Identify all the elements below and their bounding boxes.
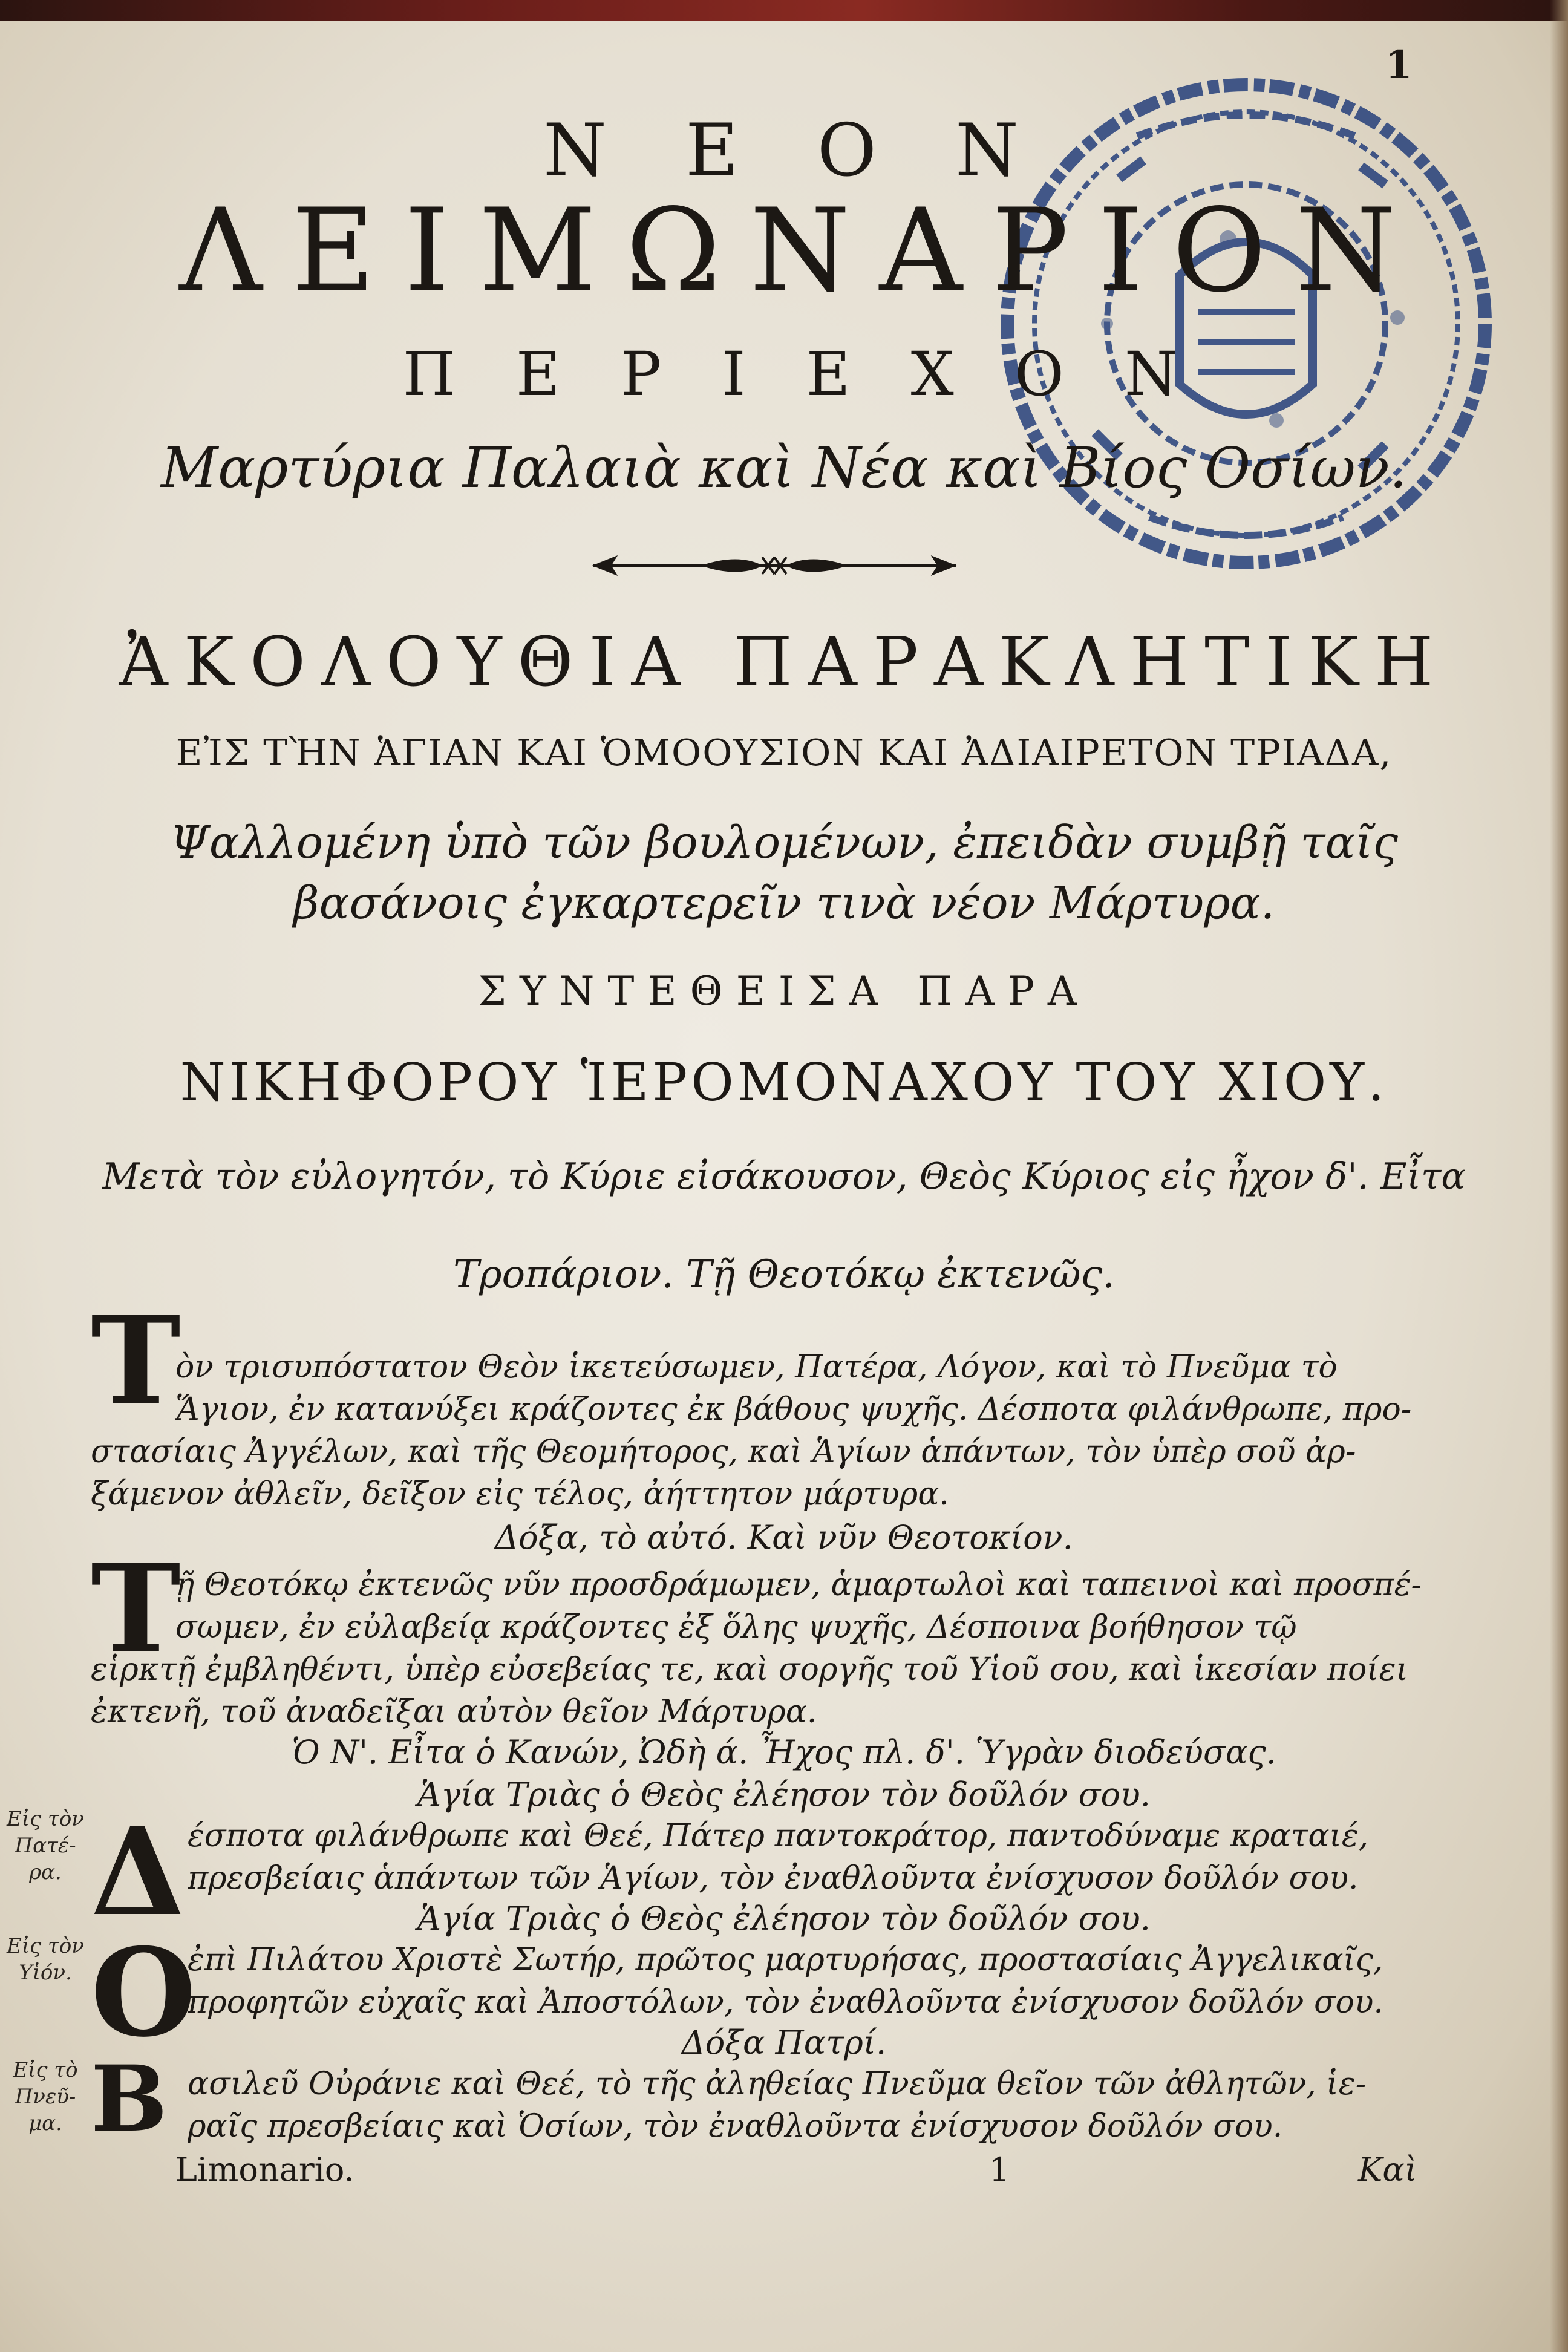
p4-line-2: προφητῶν εὐχαῖς καὶ Ἀποστόλων, τὸν ἐναθλοῦντα ἐνίσχυσον δοῦλόν σου. [188, 1984, 1383, 2020]
refrain-1: Ἁγία Τριὰς ὁ Θεὸς ἐλέησον τὸν δοῦλόν σου. [417, 1775, 1151, 1814]
composed-by: ΣΥΝΤΕΘΕΙΣΑ ΠΑΡΑ [478, 968, 1090, 1014]
margin-note-line: Υἱόν. [19, 1961, 72, 1985]
p3-line-2: πρεσβείαις ἁπάντων τῶν Ἁγίων, τὸν ἐναθλοῦντα ἐνίσχυσον δοῦλόν σου. [188, 1860, 1359, 1896]
p1-line-2: Ἅγιον, ἐν κατανύξει κράζοντες ἐκ βάθους ψυχῆς. Δέσποτα φιλάνθρωπε, προ- [175, 1391, 1412, 1428]
ode-line: Ὁ Ν'. Εἶτα ὁ Κανών, Ὠδὴ ά. Ἦχος πλ. δ'. Ὑγρὰν διοδεύσας. [292, 1733, 1276, 1771]
dropcap-p5: Β [91, 2046, 168, 2152]
margin-note-line: Εἰς τὸν [7, 1934, 84, 1958]
heading-akolouthia: ἈΚΟΛΟΥΘΙΑ ΠΑΡΑΚΛΗΤΙΚΗ [119, 623, 1449, 702]
dropcap-p2: Τ [91, 1538, 181, 1680]
p2-line-1: ῇ Θεοτόκῳ ἐκτενῶς νῦν προσδράμωμεν, ἁμαρτωλοὶ καὶ ταπεινοὶ καὶ προσπέ- [175, 1567, 1422, 1603]
p1-line-3: στασίαις Ἀγγέλων, καὶ τῆς Θεομήτορος, καὶ Ἁγίων ἁπάντων, τὸν ὑπὲρ σοῦ ἀρ- [91, 1434, 1356, 1470]
rubric-line-1: Ψαλλομένη ὑπὸ τῶν βουλομένων, ἐπειδὰν συμβῇ ταῖς [170, 817, 1398, 869]
doxa-line-2: Δόξα Πατρί. [681, 2024, 887, 2062]
rubric-meta: Μετὰ τὸν εὐλογητόν, τὸ Κύριε εἰσάκουσον, Θεὸς Κύριος εἰς ἦχον δ'. Εἶτα [102, 1155, 1466, 1198]
dropcap-p3: Δ [91, 1801, 185, 1943]
p5-line-1: ασιλεῦ Οὐράνιε καὶ Θεέ, τὸ τῆς ἀληθείας Πνεῦμα θεῖον τῶν ἀθλητῶν, ἱε- [188, 2066, 1367, 2102]
p2-line-4: ἐκτενῆ, τοῦ ἀναδεῖξαι αὐτὸν θεῖον Μάρτυρα. [91, 1694, 817, 1730]
p1-line-1: ὸν τρισυπόστατον Θεὸν ἱκετεύσωμεν, Πατέρα, Λόγον, καὶ τὸ Πνεῦμα τὸ [175, 1349, 1338, 1385]
margin-note-line: Εἰς τὸ [13, 2058, 78, 2082]
author-name: ΝΙΚΗΦΟΡΟΥ ἹΕΡΟΜΟΝΑΧΟΥ ΤΟΥ ΧΙΟΥ. [180, 1053, 1388, 1113]
margin-note-p4 [0, 1933, 91, 1986]
title-neon: ΝΕΟΝ [543, 109, 1097, 193]
signature-mark: Limonario. [175, 2151, 354, 2189]
cover-edge [0, 0, 1568, 21]
p2-line-3: εἱρκτῇ ἐμβληθέντι, ὑπὲρ εὐσεβείας τε, καὶ σοργῆς τοῦ Υἱοῦ σου, καὶ ἱκεσίαν ποίει [91, 1651, 1408, 1688]
margin-note-line: ρα. [29, 1860, 62, 1884]
p1-line-4: ξάμενον ἀθλεῖν, δεῖξον εἰς τέλος, ἀήττητον μάρτυρα. [91, 1476, 949, 1512]
ornament-divider [581, 547, 968, 584]
catchword: Καὶ [1358, 2151, 1417, 2189]
refrain-2: Ἁγία Τριὰς ὁ Θεὸς ἐλέησον τὸν δοῦλόν σου. [417, 1900, 1151, 1938]
p3-line-1: έσποτα φιλάνθρωπε καὶ Θεέ, Πάτερ παντοκράτορ, παντοδύναμε κραταιέ, [188, 1818, 1369, 1854]
title-limonarion: ΛΕΙΜΩΝΑΡΙΟΝ [179, 184, 1425, 318]
margin-note-p3 [0, 1806, 91, 1886]
margin-note-line: Πνεῦ- [15, 2085, 76, 2109]
doxa-line-1: Δόξα, τὸ αὐτό. Καὶ νῦν Θεοτοκίον. [495, 1518, 1073, 1557]
rubric-line-2: βασάνοις ἐγκαρτερεῖν τινὰ νέον Μάρτυρα. [293, 877, 1275, 929]
sheet-number: 1 [989, 2151, 1010, 2189]
margin-note-p5 [0, 2057, 91, 2137]
p4-line-1: ἐπὶ Πιλάτου Χριστὲ Σωτήρ, πρῶτος μαρτυρήσας, προστασίαις Ἀγγελικαῖς, [188, 1942, 1383, 1978]
title-periechon: ΠΕΡΙΕΧΟΝ [402, 339, 1238, 410]
page-number: 1 [1385, 42, 1413, 88]
margin-note-line: Εἰς τὸν [7, 1807, 84, 1831]
heading-dedication: ΕἸΣ ΤῊΝ ἉΓΙΑΝ ΚΑΙ ὉΜΟΟΥΣΙΟΝ ΚΑΙ ἈΔΙΑΙΡΕΤΟΝ ΤΡΙΑΔΑ, [175, 732, 1393, 774]
margin-note-line: μα. [28, 2111, 62, 2135]
dropcap-p1: Τ [91, 1290, 181, 1432]
p5-line-2: ραῖς πρεσβείαις καὶ Ὁσίων, τὸν ἐναθλοῦντα ἐνίσχυσον δοῦλόν σου. [188, 2108, 1283, 2145]
margin-note-line: Πατέ- [15, 1834, 76, 1858]
subtitle: Μαρτύρια Παλαιὰ καὶ Νέα καὶ Βίος Οσίων. [160, 436, 1408, 500]
p2-line-2: σωμεν, ἐν εὐλαβείᾳ κράζοντες ἐξ ὅλης ψυχῆς, Δέσποινα βοήθησον τῷ [175, 1609, 1297, 1645]
dropcap-p4: Ο [91, 1922, 197, 2064]
troparion-heading: Τροπάριον. Τῇ Θεοτόκῳ ἐκτενῶς. [453, 1252, 1115, 1297]
